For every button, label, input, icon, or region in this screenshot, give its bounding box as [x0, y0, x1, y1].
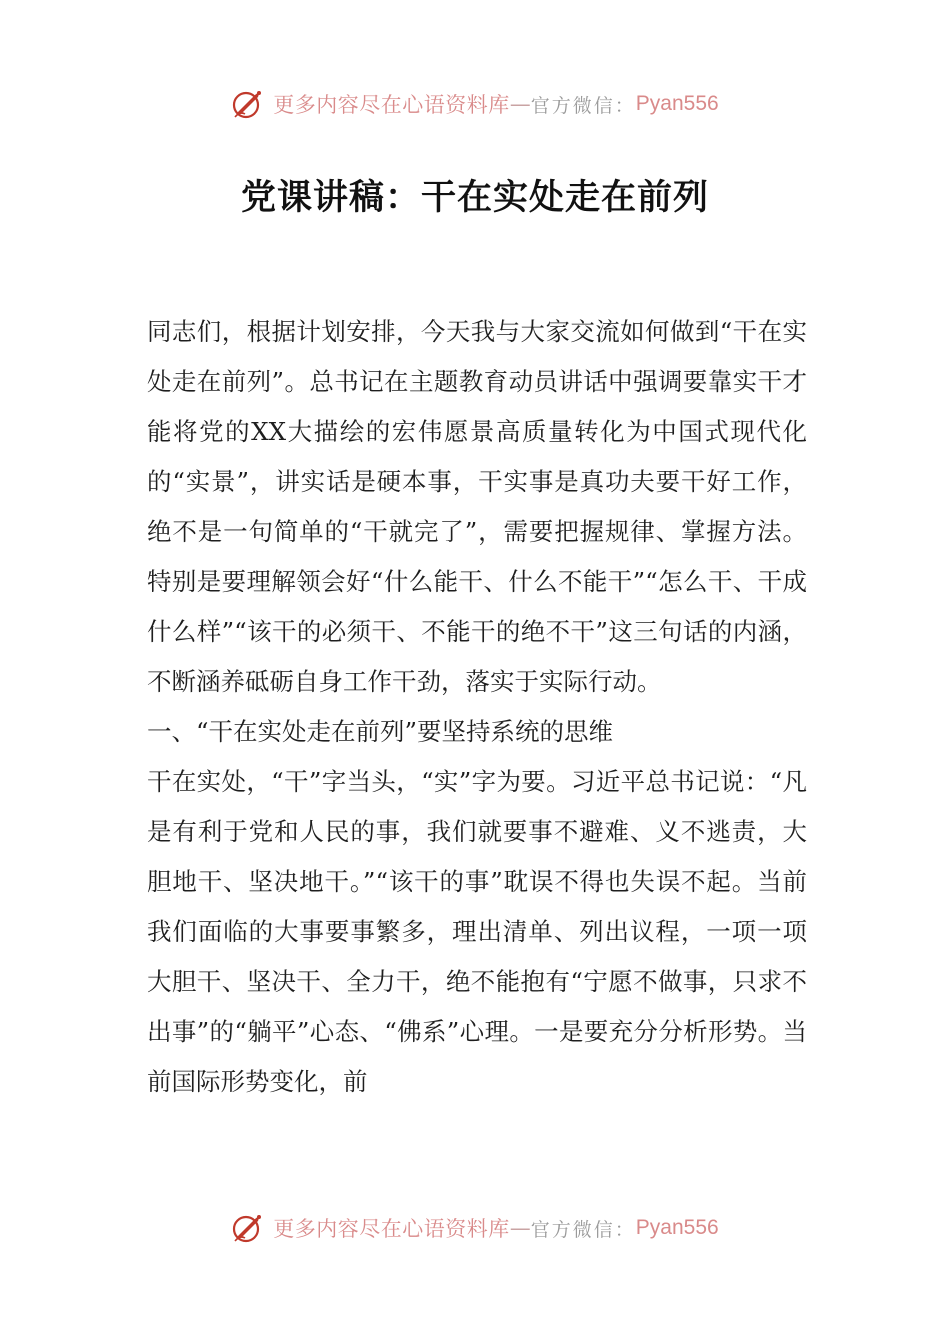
watermark-text: 更多内容尽在心语资料库 — [273, 1217, 510, 1241]
footer-watermark — [0, 1208, 950, 1248]
watermark-label: 官方微信： — [530, 94, 636, 117]
paragraph-section-one: 干在实处，“干”字当头，“实”字为要。习近平总书记说：“凡是有利于党和人民的事，我们就要事不避难、义不逃责，大胆地干、坚决地干。”“该干的事”耽误不得也失误不起。当前我们面临的大事要事繁多，理出清单、列出议程，一项一项大胆干、坚决干、全力干，绝不能抱有“宁愿不做事，只求不出事”的“躺平”心态、“佛系”心理。一是要充分分析形势。当前国际形势变化，前 — [147, 767, 807, 1096]
section-heading: 一、“干在实处走在前列”要坚持系统的思维 — [147, 717, 614, 746]
document-title: 党课讲稿：干在实处走在前列 — [240, 178, 709, 218]
watermark-label: 官方微信： — [530, 1218, 636, 1241]
document-body — [147, 307, 807, 1107]
watermark-dash: — — [509, 92, 531, 116]
pen-logo-icon — [231, 1211, 265, 1245]
watermark-dash: — — [509, 1216, 531, 1240]
pen-logo-icon — [231, 87, 265, 121]
watermark-wechat-id: Pyan556 — [635, 92, 719, 115]
watermark-text: 更多内容尽在心语资料库 — [273, 93, 510, 117]
header-watermark — [0, 84, 950, 124]
paragraph-intro: 同志们，根据计划安排，今天我与大家交流如何做到“干在实处走在前列”。总书记在主题教育动员讲话中强调要靠实干才能将党的XX大描绘的宏伟愿景高质量转化为中国式现代化的“实景”，讲实话是硬本事，干实事是真功夫要干好工作，绝不是一句简单的“干就完了”，需要把握规律、掌握方法。特别是要理解领会好“什么能干、什么不能干”“怎么干、干成什么样”“该干的必须干、不能干的绝不干”这三句话的内涵，不断涵养砥砺自身工作干劲，落实于实际行动。 — [147, 317, 807, 696]
watermark-wechat-id: Pyan556 — [635, 1216, 719, 1239]
